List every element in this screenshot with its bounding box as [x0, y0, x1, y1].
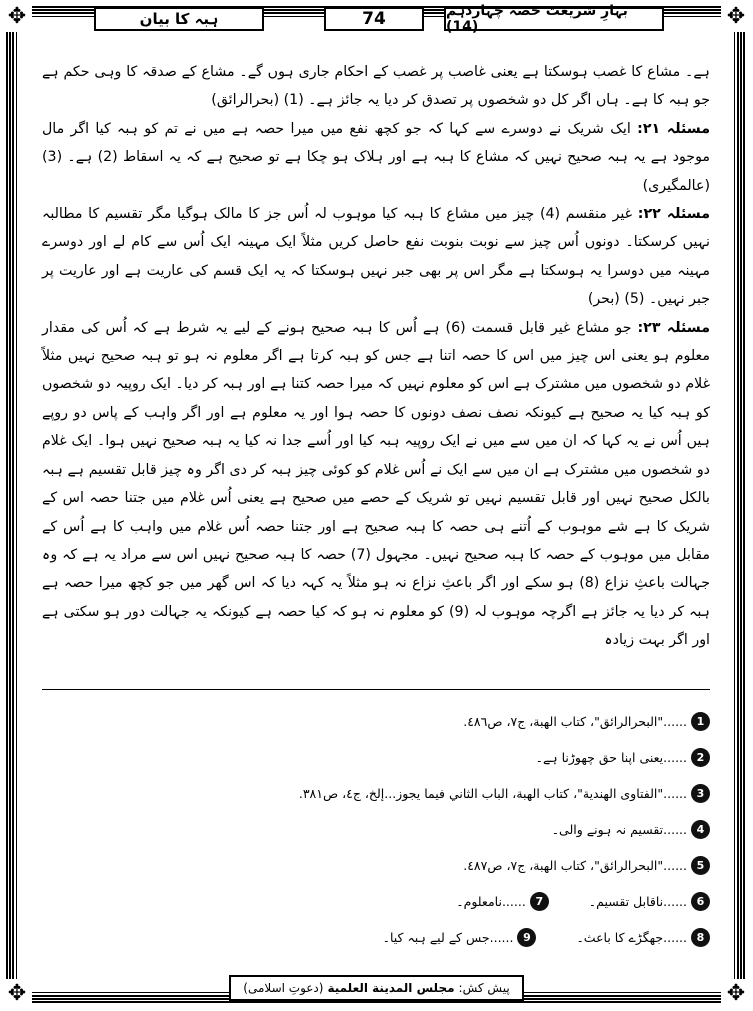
corner-ornament-icon: ✥: [2, 2, 32, 32]
footnote: [58, 775, 710, 811]
footnote-number: 9: [517, 928, 536, 947]
section-title: ہبہ کا بیان: [94, 7, 264, 31]
footnote: [456, 892, 549, 911]
footnote: [576, 928, 710, 947]
footnote: [589, 892, 710, 911]
paragraph-masala-22: [42, 200, 710, 314]
footnote-number: 1: [691, 712, 710, 731]
corner-ornament-icon: ✥: [721, 979, 751, 1009]
corner-ornament-icon: ✥: [2, 979, 32, 1009]
footnotes: [58, 703, 710, 955]
footnote-number: 8: [691, 928, 710, 947]
footnote-leader: ......: [663, 785, 687, 801]
footnote-number: 7: [530, 892, 549, 911]
masala-label: مسئلہ ۲۳:: [637, 319, 710, 336]
paragraph-masala-21: [42, 115, 710, 200]
footnote-text: جس کے لیے ہبہ کیا۔: [382, 929, 490, 945]
footnote-leader: ......: [663, 857, 687, 873]
footnote-text: "الفتاوى الهندية"، كتاب الهبة، الباب الثاني فيما يجوز...إلخ، ج٤، ص٣٨١.: [298, 785, 664, 801]
page-number: 74: [324, 7, 424, 31]
footnote-text: نامعلوم۔: [456, 893, 502, 909]
footnote-leader: ......: [663, 821, 687, 837]
footnote-divider: [42, 689, 710, 690]
footer-prefix: پیش کش:: [458, 981, 510, 995]
footnote-leader: ......: [501, 893, 526, 909]
page-footer: [34, 975, 719, 999]
footnote-text: تقسیم نہ ہونے والی۔: [551, 821, 664, 837]
footnote-leader: ......: [663, 929, 687, 945]
footnote-number: 4: [691, 820, 710, 839]
masala-label: مسئلہ ۲۲:: [637, 206, 710, 223]
publisher-name: مجلس المدينة العلمية: [327, 981, 455, 995]
masala-text: ایک شریک نے دوسرے سے کہا کہ جو کچھ نفع میں میرا حصہ ہے میں نے تم کو ہبہ کیا اگر مال موجود ہے یہ ہبہ صحیح نہیں کہ مشاع کا ہبہ ہے اور ہلاک ہو چکا ہے تو صحیح ہے کہ یہ اسقاط (2) ہے۔ (3) (عالمگیری): [42, 120, 711, 194]
footnote-row: [58, 883, 710, 919]
footnote-text: جھگڑے کا باعث۔: [576, 929, 664, 945]
footnote-number: 2: [691, 748, 710, 767]
masala-text: غیر منقسم (4) چیز میں مشاع کا ہبہ کیا موہوب لہ اُس جز کا مالک ہوگیا مگر تقسیم کا مطالبہ نہیں کرسکتا۔ دونوں اُس چیز سے نوبت بنوبت نفع حاصل کریں مثلاً ایک مہینہ ایک اُس سے کام لے اور دوسرے مہینہ میں دوسرا یہ ہوسکتا ہے مگر اس پر بھی جبر نہیں ہوسکتا کہ یہ ایک قسم کی عاریت ہے اور عاریت پر جبر نہیں۔ (5) (بحر): [42, 206, 710, 308]
footnote-leader: ......: [663, 749, 687, 765]
footnote-text: ناقابل تقسیم۔: [588, 893, 664, 909]
footnote-text: یعنی اپنا حق چھوڑنا ہے۔: [535, 749, 664, 765]
footnote-leader: ......: [489, 929, 514, 945]
paragraph-masala-23: [42, 314, 710, 655]
footnote: [383, 928, 537, 947]
footnote: [58, 739, 710, 775]
footnote-number: 3: [691, 784, 710, 803]
page-header: [34, 3, 719, 35]
footnote: [58, 703, 710, 739]
footnote: [58, 811, 710, 847]
corner-ornament-icon: ✥: [721, 2, 751, 32]
paragraph-1: ہے۔ مشاع کا غصب ہوسکتا ہے یعنی غاصب پر غصب کے احکام جاری ہوں گے۔ مشاع کے صدقہ کا وہی حکم ہے جو ہبہ کا ہے۔ ہاں اگر کل دو شخصوں پر تصدق کر دیا یہ جائز ہے۔ (1) (بحرالرائق): [42, 64, 710, 109]
footnote-text: "البحرالرائق"، کتاب الهبة، ج٧، ص٤٨٦.: [463, 713, 664, 729]
masala-text: جو مشاع غیر قابل قسمت (6) ہے اُس کا ہبہ صحیح ہونے کے لیے یہ شرط ہے کہ اُس کی مقدار معلوم ہو یعنی اس چیز میں اس کا حصہ اتنا ہے جس کو ہبہ کرتا ہے اگر معلوم نہ ہو تو ہبہ صحیح نہیں مثلاً غلام دو شخصوں میں مشترک ہے اس کو معلوم نہیں کہ میرا حصہ کتنا ہے اور ہبہ کر دیا۔ ایک روپیہ دو شخصوں کو ہبہ کیا یہ صحیح ہے کیونکہ نصف نصف دونوں کا حصہ ہوا اور یہ معلوم ہے اور اگر واہب کے پاس دو روپے ہیں اُس نے یہ کہا کہ ان میں سے میں نے ایک روپیہ ہبہ کیا اور اُسے جدا نہ کیا یہ ہبہ صحیح نہیں ہوا۔ ایک غلام دو شخصوں میں مشترک ہے ان میں سے ایک نے اُس غلام کو کوئی چیز ہبہ کر دی اگر وہ چیز قابل تقسیم ہے ہبہ بالکل صحیح نہیں اور قابل تقسیم نہیں تو شریک کے حصے میں صحیح ہے یعنی اُس غلام میں جتنا حصہ اس کے شریک کا ہے شے موہوب کے اُتنے ہی حصہ کا ہبہ صحیح ہے اور جتنا حصہ اُس غلام میں واہب کا ہے اُس کے مقابل میں موہوب کے حصہ کا ہبہ صحیح نہیں۔ مجہول (7) حصہ کا ہبہ صحیح نہیں اس سے مراد یہ ہے کہ وہ جہالت باعثِ نزاع (8) ہو سکے اور اگر باعثِ نزاع نہ ہو مثلاً یہ کہہ دیا کہ اس گھر میں جو کچھ میرا حصہ ہے ہبہ کر دیا یہ جائز ہے اگرچہ موہوب لہ (9) کو معلوم نہ ہو کہ کیا حصہ ہے کیونکہ یہ جہالت دور ہو سکتی ہے اور اگر بہت زیادہ: [42, 319, 711, 649]
footnote-row: [58, 919, 710, 955]
footnote-number: 6: [691, 892, 710, 911]
publisher-box: [229, 975, 523, 1001]
masala-label: مسئلہ ۲۱:: [637, 120, 711, 137]
footnote: [58, 847, 710, 883]
footnote-leader: ......: [663, 713, 687, 729]
footer-suffix: (دعوتِ اسلامی): [243, 981, 324, 995]
main-text: [42, 58, 710, 655]
footnote-leader: ......: [663, 893, 687, 909]
footnote-text: "البحرالرائق"، کتاب الهبة، ج٧، ص٤٨٧.: [463, 857, 664, 873]
book-title: بہارِ شریعت حصہ چہاردہم (14): [444, 7, 664, 31]
footnote-number: 5: [691, 856, 710, 875]
